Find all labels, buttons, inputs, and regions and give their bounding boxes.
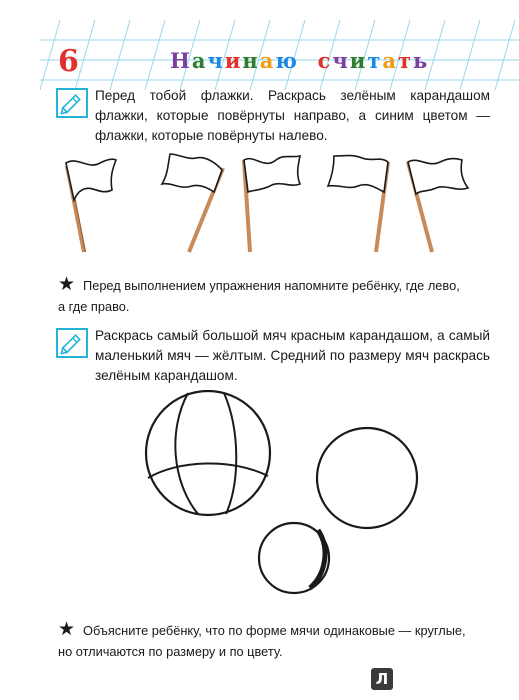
flag-left bbox=[162, 154, 223, 252]
balls-illustration bbox=[0, 390, 519, 610]
task-flags-text: Перед тобой флажки. Раскрась зелёным карандашом флажки, которые повёрнуты направо, а синим цветом — флажки, которые повёрнуты налево. bbox=[95, 88, 490, 143]
title-letter: а bbox=[259, 48, 276, 73]
task-balls-text: Раскрась самый большой мяч красным карандашом, а самый маленький мяч — жёлтым. Средний по размеру мяч раскрась зелёным карандашом. bbox=[95, 328, 490, 383]
flag-right bbox=[408, 159, 468, 252]
parent-note-balls bbox=[58, 620, 488, 662]
medium-ball bbox=[317, 428, 417, 528]
pencil-icon bbox=[56, 88, 88, 118]
small-ball bbox=[259, 523, 329, 593]
title-letter: а bbox=[382, 48, 398, 73]
page-title bbox=[170, 50, 429, 71]
flag-right bbox=[66, 159, 116, 252]
publisher-logo: Л bbox=[371, 668, 393, 690]
title-letter: ь bbox=[412, 48, 430, 73]
title-letter: и bbox=[224, 48, 243, 73]
title-letter: с bbox=[317, 48, 333, 73]
pencil-icon bbox=[56, 328, 88, 358]
flag-right bbox=[244, 156, 300, 252]
star-icon: ★ bbox=[58, 619, 76, 640]
title-letter: ч bbox=[207, 48, 225, 73]
star-icon: ★ bbox=[58, 274, 76, 295]
large-ball bbox=[146, 391, 270, 515]
title-letter: и bbox=[349, 48, 368, 73]
title-letter: т bbox=[367, 48, 383, 73]
parent-note-left-right bbox=[58, 275, 488, 317]
title-letter: Н bbox=[170, 48, 192, 73]
page-header bbox=[0, 20, 519, 90]
note-line: Объясните ребёнку, что по форме мячи одинаковые — круглые, bbox=[83, 623, 466, 638]
title-letter: ч bbox=[332, 48, 350, 73]
title-letter bbox=[299, 50, 318, 71]
flag-left bbox=[328, 156, 388, 253]
note-line: а где право. bbox=[58, 299, 130, 314]
note-line: Перед выполнением упражнения напомните ребёнку, где лево, bbox=[83, 278, 460, 293]
title-letter: ю bbox=[275, 48, 299, 73]
title-letter: т bbox=[397, 48, 413, 73]
title-letter: а bbox=[191, 48, 208, 73]
title-letter: н bbox=[242, 48, 260, 73]
page-number: 6 bbox=[58, 44, 79, 79]
note-line: но отличаются по размеру и по цвету. bbox=[58, 644, 283, 659]
flags-illustration bbox=[0, 148, 519, 258]
